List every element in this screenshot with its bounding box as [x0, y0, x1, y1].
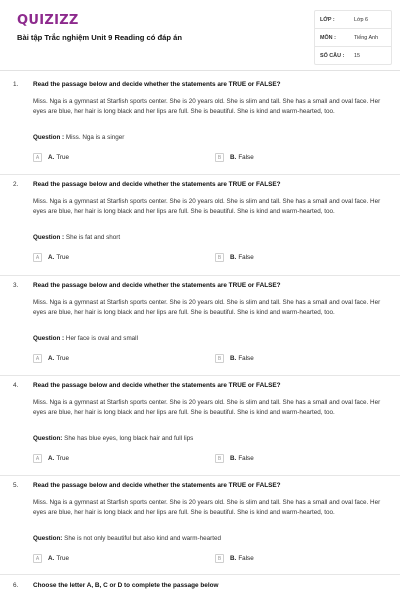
meta-label: SỐ CÂU : — [320, 52, 345, 59]
option-b[interactable] — [215, 253, 254, 262]
option-letter: A. — [48, 455, 55, 462]
question-label: Question : — [33, 234, 65, 241]
meta-label: MÔN : — [320, 34, 336, 41]
option-a-checkbox[interactable]: A — [33, 253, 42, 262]
option-letter: A. — [48, 154, 55, 161]
option-b[interactable] — [215, 454, 254, 463]
option-b-checkbox[interactable]: B — [215, 253, 224, 262]
question-number: 4. — [13, 382, 19, 389]
option-text: True — [56, 355, 70, 362]
option-a[interactable] — [33, 253, 69, 262]
question-number: 1. — [13, 81, 19, 88]
reading-passage: Miss. Nga is a gymnast at Starfish sports center. She is 20 years old. She is slim and tall. She has a small and oval face. Her eyes are blue, her hair is long black and her lips are full. She is beautiful. She is kind and warm-hearted, too. — [33, 299, 381, 316]
question-text: She is fat and short — [64, 234, 121, 241]
meta-value: 15 — [354, 52, 360, 59]
question-stem: Read the passage below and decide whether the statements are TRUE or FALSE? — [33, 382, 281, 389]
question-stem: Read the passage below and decide whether the statements are TRUE or FALSE? — [33, 81, 281, 88]
option-text: True — [56, 154, 70, 161]
quizizz-logo[interactable]: QUIZIZZ — [17, 13, 79, 28]
option-b-checkbox[interactable]: B — [215, 554, 224, 563]
question-number: 5. — [13, 482, 19, 489]
question-stem: Read the passage below and decide whether the statements are TRUE or FALSE? — [33, 482, 281, 489]
question-statement — [33, 535, 221, 542]
question-label: Question: — [33, 435, 63, 442]
option-b-checkbox[interactable]: B — [215, 153, 224, 162]
question-label: Question: — [33, 535, 63, 542]
question-number: 3. — [13, 282, 19, 289]
divider — [0, 375, 400, 376]
question-statement — [33, 134, 124, 141]
meta-table — [314, 10, 392, 65]
reading-passage: Miss. Nga is a gymnast at Starfish sports center. She is 20 years old. She is slim and tall. She has a small and oval face. Her eyes are blue, her hair is long black and her lips are full. She is beautiful. She is kind and warm-hearted, too. — [33, 399, 381, 416]
question-statement — [33, 435, 193, 442]
meta-value: Lớp 6 — [354, 16, 369, 23]
option-b[interactable] — [215, 554, 254, 563]
divider — [0, 275, 400, 276]
question-stem: Choose the letter A, B, C or D to complete the passage below — [33, 582, 219, 589]
question-statement — [33, 335, 138, 342]
option-a[interactable] — [33, 354, 69, 363]
option-a[interactable] — [33, 554, 69, 563]
option-text: False — [238, 254, 254, 261]
option-letter: A. — [48, 254, 55, 261]
option-b[interactable] — [215, 153, 254, 162]
question-text: She is not only beautiful but also kind and warm-hearted — [62, 535, 221, 542]
option-a-checkbox[interactable]: A — [33, 554, 42, 563]
option-letter: B. — [230, 555, 237, 562]
reading-passage: Miss. Nga is a gymnast at Starfish sports center. She is 20 years old. She is slim and tall. She has a small and oval face. Her eyes are blue, her hair is long black and her lips are full. She is beautiful. She is kind and warm-hearted, too. — [33, 499, 381, 516]
question-text: Her face is oval and small — [64, 335, 138, 342]
question-stem: Read the passage below and decide whether the statements are TRUE or FALSE? — [33, 181, 281, 188]
reading-passage: Miss. Nga is a gymnast at Starfish sports center. She is 20 years old. She is slim and tall. She has a small and oval face. Her eyes are blue, her hair is long black and her lips are full. She is beautiful. She is kind and warm-hearted, too. — [33, 198, 381, 215]
option-text: False — [238, 154, 254, 161]
option-b-checkbox[interactable]: B — [215, 454, 224, 463]
option-letter: B. — [230, 355, 237, 362]
option-letter: B. — [230, 455, 237, 462]
reading-passage: Miss. Nga is a gymnast at Starfish sports center. She is 20 years old. She is slim and tall. She has a small and oval face. Her eyes are blue, her hair is long black and her lips are full. She is beautiful. She is kind and warm-hearted, too. — [33, 98, 381, 115]
question-label: Question : — [33, 134, 65, 141]
question-stem: Read the passage below and decide whether the statements are TRUE or FALSE? — [33, 282, 281, 289]
option-text: False — [238, 455, 254, 462]
divider — [0, 574, 400, 575]
meta-value: Tiếng Anh — [354, 34, 379, 41]
question-number: 2. — [13, 181, 19, 188]
option-letter: A. — [48, 555, 55, 562]
option-text: True — [56, 254, 70, 261]
worksheet-header — [0, 0, 400, 71]
option-text: False — [238, 555, 254, 562]
question-text: Miss. Nga is a singer — [64, 134, 125, 141]
option-b[interactable] — [215, 354, 254, 363]
question-label: Question : — [33, 335, 65, 342]
option-b-checkbox[interactable]: B — [215, 354, 224, 363]
option-a[interactable] — [33, 153, 69, 162]
page-title: Bài tập Trắc nghiệm Unit 9 Reading có đáp án — [17, 33, 182, 42]
option-text: False — [238, 355, 254, 362]
meta-row-count — [315, 47, 391, 64]
option-a-checkbox[interactable]: A — [33, 153, 42, 162]
option-a-checkbox[interactable]: A — [33, 354, 42, 363]
option-a[interactable] — [33, 454, 69, 463]
option-text: True — [56, 455, 70, 462]
meta-row-subject — [315, 29, 391, 47]
divider — [0, 475, 400, 476]
meta-label: LỚP : — [320, 16, 335, 23]
option-letter: B. — [230, 254, 237, 261]
question-number: 6. — [13, 582, 19, 589]
option-letter: B. — [230, 154, 237, 161]
meta-row-grade — [315, 11, 391, 29]
question-text: She has blue eyes, long black hair and full lips — [62, 435, 194, 442]
option-letter: A. — [48, 355, 55, 362]
question-statement — [33, 234, 120, 241]
divider — [0, 174, 400, 175]
option-a-checkbox[interactable]: A — [33, 454, 42, 463]
option-text: True — [56, 555, 70, 562]
